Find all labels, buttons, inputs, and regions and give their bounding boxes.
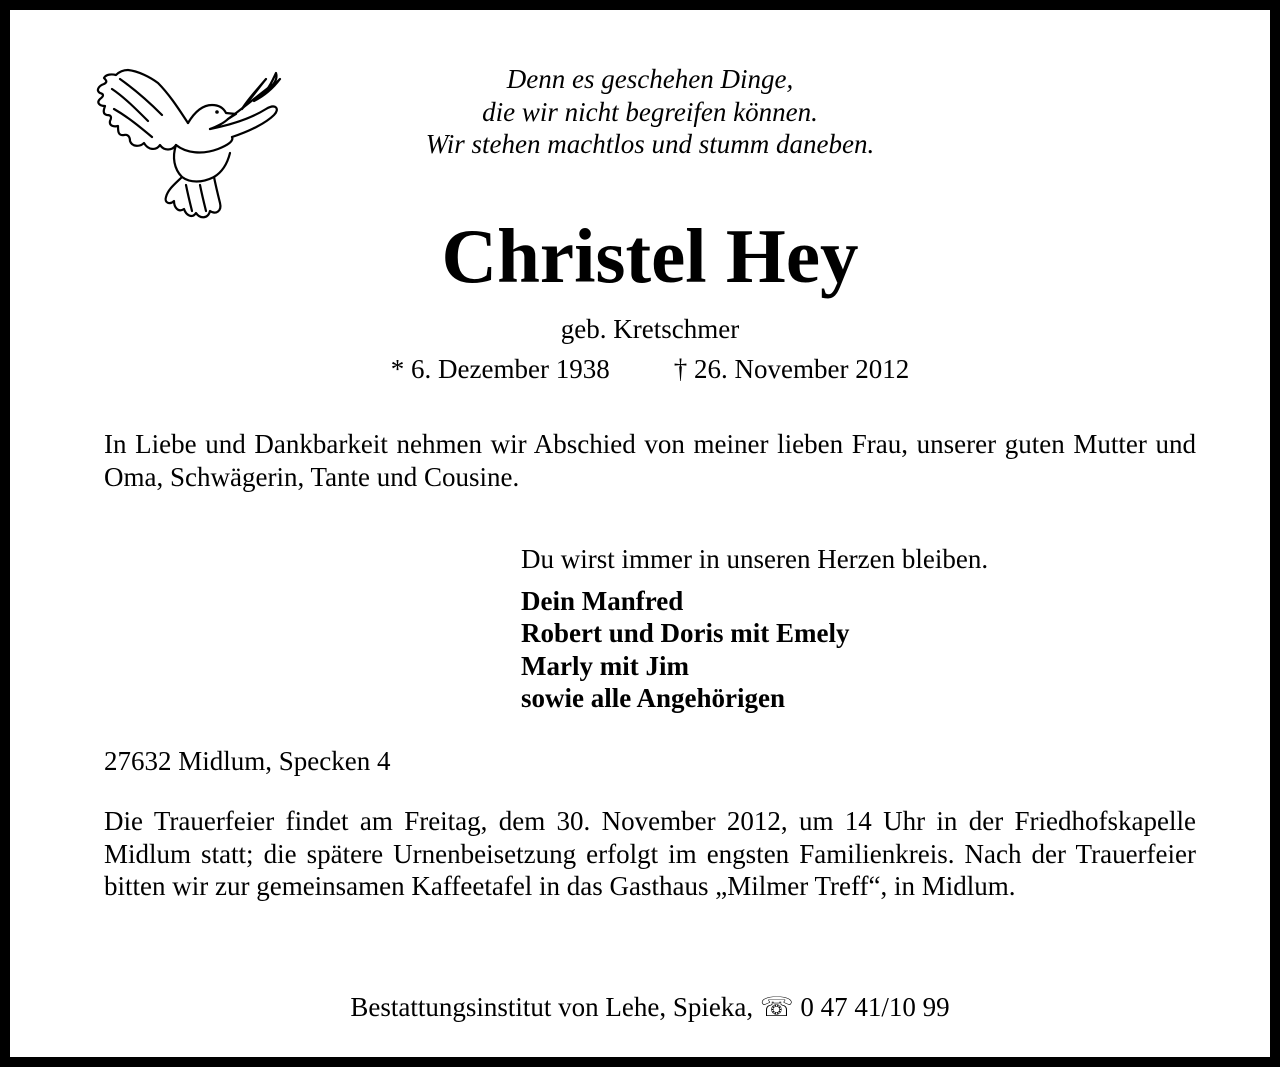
quote-line: Denn es geschehen Dinge,	[506, 64, 794, 94]
deceased-name: Christel Hey	[441, 213, 859, 299]
signature-line: sowie alle Angehörigen	[521, 683, 785, 713]
maiden-name: geb. Kretschmer	[560, 314, 740, 344]
funeral-home: Bestattungsinstitut von Lehe, Spieka, ☏ 0 47 41/10 99	[350, 992, 950, 1022]
birth-date: * 6. Dezember 1938	[390, 354, 610, 384]
closing-line: Du wirst immer in unseren Herzen bleiben.	[521, 544, 989, 574]
dove-icon	[90, 65, 285, 230]
death-date: † 26. November 2012	[673, 354, 910, 384]
quote	[330, 63, 970, 161]
quote-line: die wir nicht begreifen können.	[482, 96, 818, 127]
signature-line: Marly mit Jim	[521, 650, 689, 681]
family-address: 27632 Midlum, Specken 4	[104, 746, 391, 776]
quote-line: Wir stehen machtlos und stumm daneben.	[425, 129, 875, 159]
signature-line: Robert und Doris mit Emely	[521, 618, 850, 648]
ceremony-text: Die Trauerfeier findet am Freitag, dem 30. November 2012, um 14 Uhr in der Friedhofskapelle Midlum statt; die spätere Urnenbeisetzung erfolgt im engsten Familienkreis. Nach der Trauerfeier bitten wir zur gemeinsamen Kaffeetafel in das Gasthaus „Milmer Treff“, in Midlum.	[104, 806, 1196, 901]
intro-text: In Liebe und Dankbarkeit nehmen wir Abschied von meiner lieben Frau, unserer guten Mutter und Oma, Schwägerin, Tante und Cousine.	[104, 429, 1196, 492]
life-dates	[10, 352, 1280, 386]
family-block	[521, 543, 988, 715]
signature-line: Dein Manfred	[521, 585, 684, 616]
